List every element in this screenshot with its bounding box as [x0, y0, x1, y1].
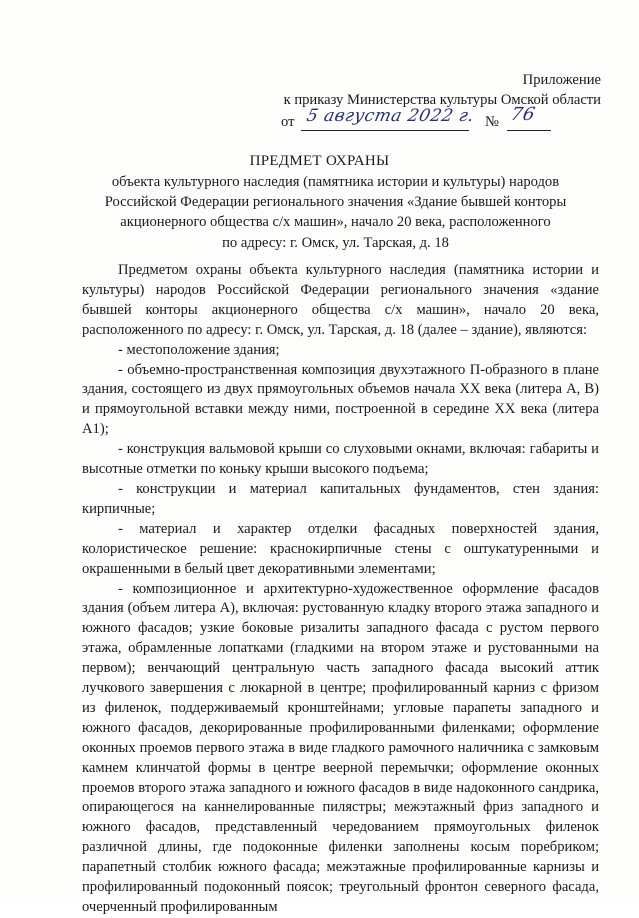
list-item: - местоположение здания;: [118, 341, 280, 358]
handwritten-date: 5 августа 2022 г.: [304, 106, 477, 126]
subtitle-line: объекта культурного наследия (памятника истории и культуры) народов: [111, 174, 560, 190]
appendix-header: [241, 70, 601, 132]
order-number-field: [507, 104, 551, 131]
subtitle-line: акционерного общества с/х машин», начало 20 века, расположенного: [120, 214, 551, 231]
order-reference: к приказу Министерства культуры Омской области: [283, 92, 601, 108]
number-label: №: [485, 114, 499, 130]
list-item: - конструкция вальмовой крыши со слуховыми окнами, включая: габариты и высотные отметки по коньку крыши высокого подъема;: [82, 441, 599, 478]
list-item: - объемно-пространственная композиция двухэтажного П-образного в плане здания, состоящего из двух прямоугольных объемов начала XX века (литера А, В) и прямоугольной вставки между ними, построенной в середине XX века (литера А1);: [82, 361, 599, 438]
document-body: [82, 261, 599, 918]
subtitle-line: по адресу: г. Омск, ул. Тарская, д. 18: [222, 234, 449, 251]
intro-paragraph: Предметом охраны объекта культурного наследия (памятника истории и культуры) народов Российской Федерации регионального значения «здание бывшей конторы акционерного общества с/х машин», начало 20 века, расположенного по адресу: г. Омск, ул. Тарская, д. 18 (далее – здание), являются:: [82, 262, 599, 338]
order-date-field: [301, 106, 477, 131]
handwritten-number: 76: [508, 104, 538, 125]
order-date-number-line: [241, 104, 601, 132]
appendix-label: Приложение: [522, 72, 601, 88]
list-item: - композиционное и архитектурно-художественное оформление фасадов здания (объем литера А), включая: рустованную кладку второго этажа западного и южного фасадов; узкие боковые ризалиты западного фасада с рустом первого этажа, обрамленные лопатками (гладкими на втором этаже и рустованными на первом); венчающий центральную часть западного фасада высокий аттик лучкового завершения с люкарной в центре; профилированный карниз с фризом из филенок, поддерживаемый кронштейнами; угловые парапеты западного и южного фасадов, декорированные профилированными филенками; оформление оконных проемов первого этажа в виде гладкого рамочного наличника с замковым камнем клинчатой формы в центре веерной перемычки; оформление оконных проемов второго этажа западного и южного фасадов в виде надоконного сандрика, опирающегося на каннелированные пилястры; межэтажный фриз западного и южного фасадов, представленный чередованием прямоугольных филенок различной длины, где подоконные филенки заполнены косым поребриком; парапетный столбик южного фасада; межэтажные профилированные карнизы и профилированный подоконный поясок; треугольный фронтон северного фасада, очерченный профилированным: [82, 580, 599, 915]
from-label: от: [281, 114, 295, 130]
list-item: - материал и характер отделки фасадных поверхностей здания, колористическое решение: краснокирпичные стены с оштукатуренными и окрашенными в белый цвет декоративными элементами;: [82, 520, 599, 577]
subtitle-line: Российской Федерации регионального значения «Здание бывшей конторы: [104, 194, 567, 211]
document-subtitle: [90, 172, 581, 253]
list-item: - конструкции и материал капитальных фундаментов, стен здания: кирпичные;: [82, 480, 599, 517]
document-title: ПРЕДМЕТ ОХРАНЫ: [249, 153, 390, 169]
